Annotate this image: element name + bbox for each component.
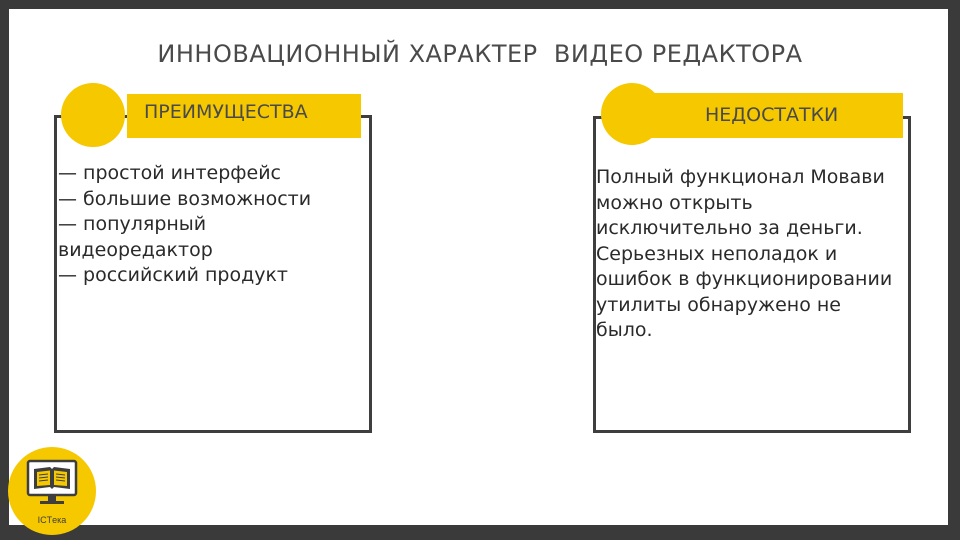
slide-title: ИННОВАЦИОННЫЙ ХАРАКТЕР ВИДЕО РЕДАКТОРА (157, 40, 803, 68)
advantages-list (58, 161, 358, 289)
disadvantages-heading: НЕДОСТАТКИ (649, 93, 903, 138)
advantage-item: — российский продукт (58, 264, 289, 286)
advantages-heading: ПРЕИМУЩЕСТВА (127, 94, 361, 138)
ictека-logo (8, 447, 96, 535)
advantages-circle-decoration (61, 83, 125, 147)
advantage-item: — большие возможности (58, 187, 312, 210)
advantage-item: — популярный видеоредактор (58, 213, 213, 261)
advantage-item: — простой интерфейс (58, 162, 281, 184)
disadvantages-text: Полный функционал Мовави можно открыть исключительно за деньги. Серьезных неполадок и ошибок в функционировании утилиты обнаружено не было. (596, 166, 893, 341)
logo-label: ICTека (37, 515, 67, 525)
